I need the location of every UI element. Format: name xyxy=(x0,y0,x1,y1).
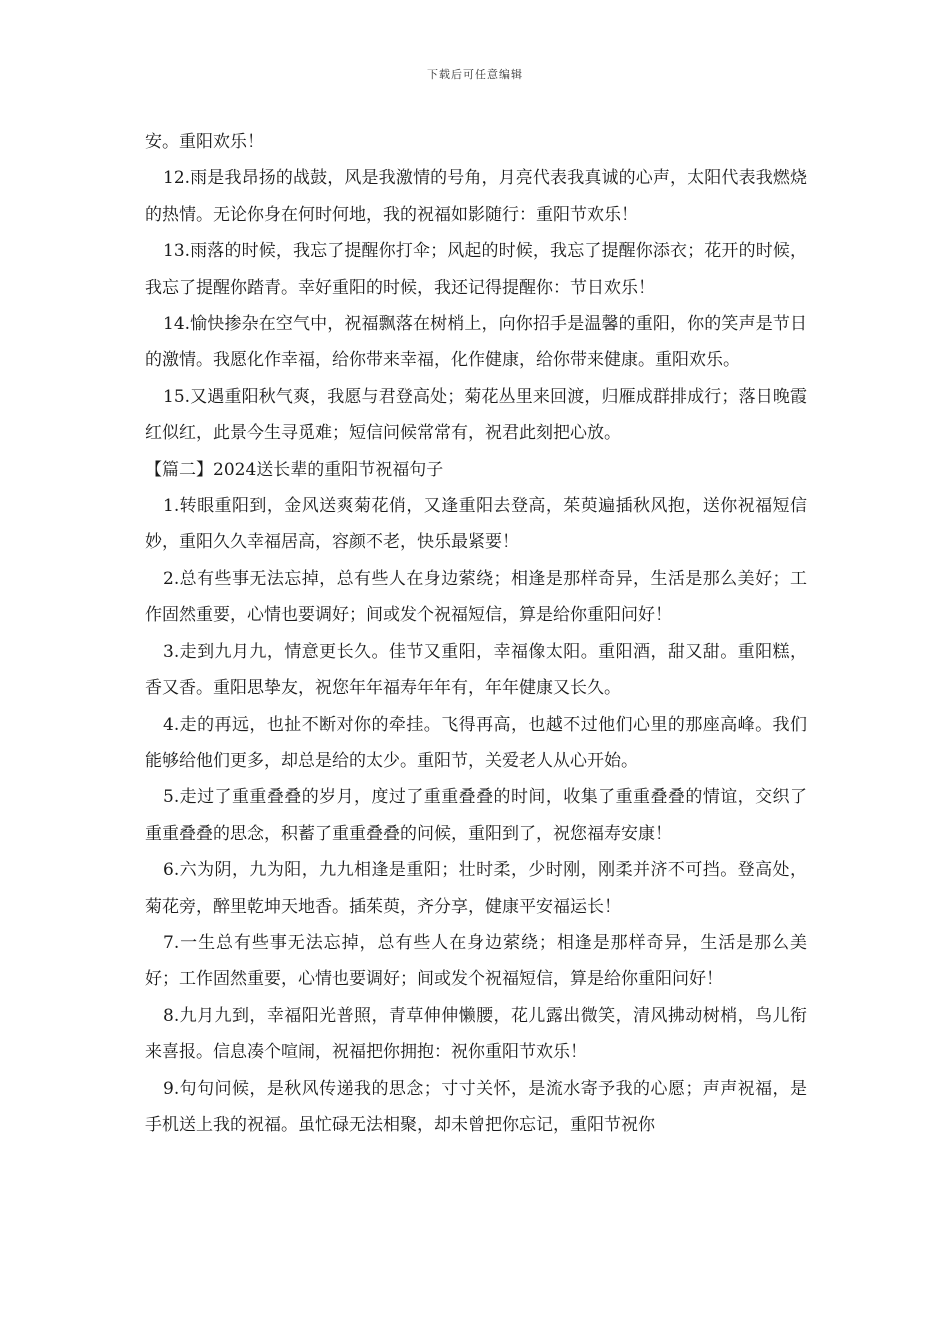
wish-item-12: 12.雨是我昂扬的战鼓，风是我激情的号角，月亮代表我真诚的心声，太阳代表我燃烧的热情。无论你身在何时何地，我的祝福如影随行：重阳节欢乐！ xyxy=(145,168,807,225)
section-heading: 【篇二】2024送长辈的重阳节祝福句子 xyxy=(145,459,444,480)
wish-item-13: 13.雨落的时候，我忘了提醒你打伞；风起的时候，我忘了提醒你添衣；花开的时候，我忘了提醒你踏青。幸好重阳的时候，我还记得提醒你：节日欢乐！ xyxy=(145,241,807,298)
wish-item-15: 15.又遇重阳秋气爽，我愿与君登高处；菊花丛里来回渡，归雁成群排成行；落日晚霞红似红，此景今生寻觅难；短信问候常常有，祝君此刻把心放。 xyxy=(145,386,807,444)
wish-item-7: 7.一生总有些事无法忘掉，总有些人在身边萦绕；相逢是那样奇异，生活是那么美好；工作固然重要，心情也要调好；间或发个祝福短信，算是给你重阳问好！ xyxy=(145,932,807,990)
page-header: 下载后可任意编辑 xyxy=(427,68,523,81)
wish-item-6: 6.六为阴，九为阳，九九相逢是重阳；壮时柔，少时刚，刚柔并济不可挡。登高处，菊花旁，醉里乾坤天地香。插茱萸，齐分享，健康平安福运长！ xyxy=(145,860,807,917)
wish-item-5: 5.走过了重重叠叠的岁月，度过了重重叠叠的时间，收集了重重叠叠的情谊，交织了重重叠叠的思念，积蓄了重重叠叠的问候，重阳到了，祝您福寿安康！ xyxy=(145,787,807,844)
wish-item-14: 14.愉快掺杂在空气中，祝福飘落在树梢上，向你招手是温馨的重阳，你的笑声是节日的激情。我愿化作幸福，给你带来幸福，化作健康，给你带来健康。重阳欢乐。 xyxy=(145,314,807,371)
paragraph-continuation: 安。重阳欢乐！ xyxy=(145,132,264,152)
wish-item-3: 3.走到九月九，情意更长久。佳节又重阳，幸福像太阳。重阳酒，甜又甜。重阳糕，香又香。重阳思挚友，祝您年年福寿年年有，年年健康又长久。 xyxy=(145,641,807,699)
wish-item-1: 1.转眼重阳到，金风送爽菊花俏，又逢重阳去登高，茱萸遍插秋风抱，送你祝福短信妙，重阳久久幸福居高，容颜不老，快乐最紧要！ xyxy=(145,496,807,553)
wish-item-9: 9.句句问候，是秋风传递我的思念；寸寸关怀，是流水寄予我的心愿；声声祝福，是手机送上我的祝福。虽忙碌无法相聚，却未曾把你忘记，重阳节祝你 xyxy=(145,1078,807,1135)
wish-item-8: 8.九月九到，幸福阳光普照，青草伸伸懒腰，花儿露出微笑，清风拂动树梢，鸟儿衔来喜报。信息凑个喧闹，祝福把你拥抱：祝你重阳节欢乐！ xyxy=(145,1005,807,1063)
wish-item-4: 4.走的再远，也扯不断对你的牵挂。飞得再高，也越不过他们心里的那座高峰。我们能够给他们更多，却总是给的太少。重阳节，关爱老人从心开始。 xyxy=(145,714,807,771)
wish-item-2: 2.总有些事无法忘掉，总有些人在身边萦绕；相逢是那样奇异，生活是那么美好；工作固然重要，心情也要调好；间或发个祝福短信，算是给你重阳问好！ xyxy=(145,568,807,626)
document-body xyxy=(145,124,807,1143)
